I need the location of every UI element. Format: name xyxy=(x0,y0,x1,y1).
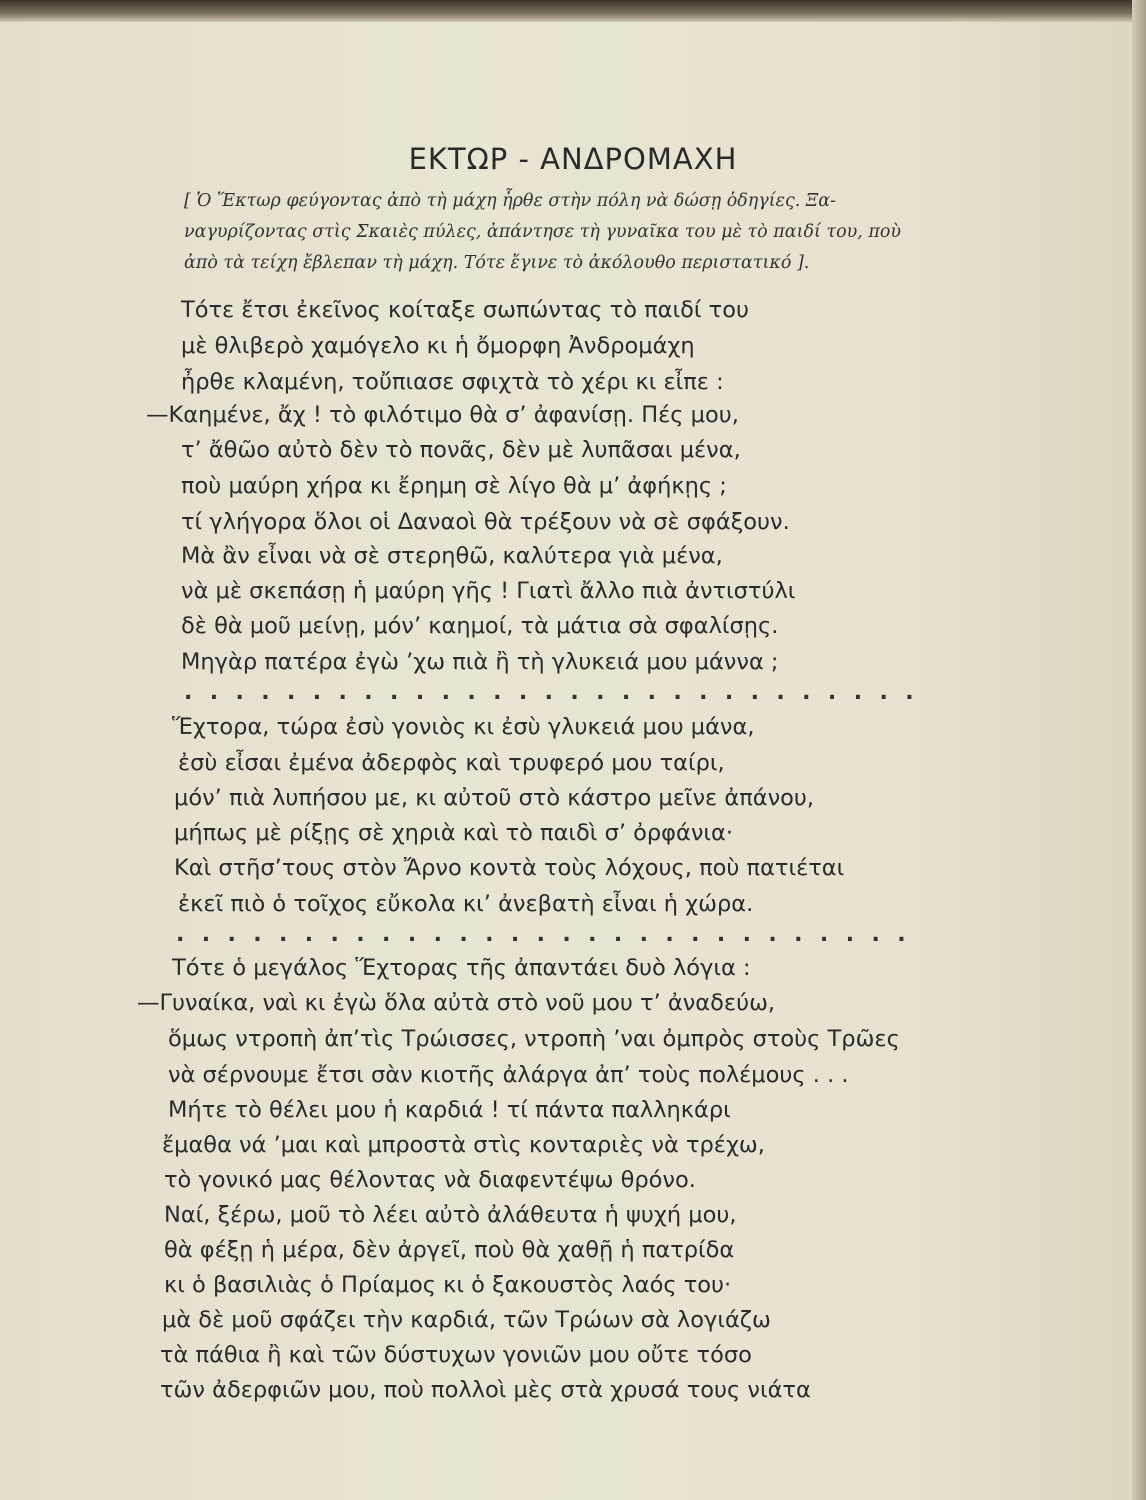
verse-line: Ναί, ξέρω, μοῦ τὸ λέει αὐτὸ ἀλάθευτα ἡ ψυχή μου, xyxy=(164,1202,737,1228)
verse-line: νὰ σέρνουμε ἔτσι σὰν κιοτῆς ἀλάργα ἀπ’ τοὺς πολέμους . . . xyxy=(168,1062,849,1088)
verse-line: τ’ ἄθῶο αὐτὸ δὲν τὸ πονᾶς, δὲν μὲ λυπᾶσαι μένα, xyxy=(181,437,741,463)
verse-line: νὰ μὲ σκεπάσῃ ἡ μαύρη γῆς ! Γιατὶ ἄλλο πιὰ ἀντιστύλι xyxy=(181,578,796,604)
verse-line: τὸ γονικό μας θέλοντας νὰ διαφεντέψω θρόνο. xyxy=(164,1167,696,1193)
verse-line: —Γυναίκα, ναὶ κι ἐγὼ ὅλα αὐτὰ στὸ νοῦ μου τ’ ἀναδεύω, xyxy=(137,990,776,1016)
verse-line: ἐκεῖ πιὸ ὁ τοῖχος εὔκολα κι’ ἀνεβατὴ εἶναι ἡ χώρα. xyxy=(178,891,754,917)
verse-line: —Καημένε, ἄχ ! τὸ φιλότιμο θὰ σ’ ἀφανίσῃ. Πές μου, xyxy=(146,402,739,428)
intro-note xyxy=(184,186,990,279)
verse-line: Μηγὰρ πατέρα ἐγὼ ’χω πιὰ ἢ τὴ γλυκειά μου μάννα ; xyxy=(181,649,779,675)
poem-title: ΕΚΤΩΡ - ΑΝΔΡΟΜΑΧΗ xyxy=(408,142,738,176)
verse-line: τὰ πάθια ἢ καὶ τῶν δύστυχων γονιῶν μου οὔτε τόσο xyxy=(160,1342,752,1368)
verse-line: μὰ δὲ μοῦ σφάζει τὴν καρδιά, τῶν Τρώων σὰ λογιάζω xyxy=(162,1307,771,1333)
verse-line: μόν’ πιὰ λυπήσου με, κι αὐτοῦ στὸ κάστρο μεῖνε ἀπάνου, xyxy=(174,785,815,811)
intro-line: ναγυρίζοντας στὶς Σκαιὲς πύλες, ἀπάντησε τὴ γυναῖκα του μὲ τὸ παιδί του, ποὺ xyxy=(184,222,902,242)
intro-line: [ Ὁ Ἕκτωρ φεύγοντας ἀπὸ τὴ μάχη ἦρθε στὴν πόλη νὰ δώσῃ ὁδηγίες. Ξα- xyxy=(184,191,836,211)
page-top-edge xyxy=(0,0,1146,22)
verse-line: Μὰ ἂν εἶναι νὰ σὲ στερηθῶ, καλύτερα γιὰ μένα, xyxy=(181,543,723,569)
verse-line: Καὶ στῆσ’τους στὸν Ἄρνο κοντὰ τοὺς λόχους, ποὺ πατιέται xyxy=(174,855,845,881)
ellipsis-separator: ............................. xyxy=(176,922,923,947)
verse-line: θὰ φέξῃ ἡ μέρα, δὲν ἀργεῖ, ποὺ θὰ χαθῇ ἡ πατρίδα xyxy=(164,1237,735,1263)
verse-line: Τότε ἔτσι ἐκεῖνος κοίταξε σωπώντας τὸ παιδί του xyxy=(181,297,749,323)
verse-line: ποὺ μαύρη χήρα κι ἔρημη σὲ λίγο θὰ μ’ ἀφήκῃς ; xyxy=(181,473,727,499)
verse-line: μήπως μὲ ρίξῃς σὲ χηριὰ καὶ τὸ παιδὶ σ’ ὀρφάνια· xyxy=(174,820,734,846)
verse-line: Τότε ὁ μεγάλος Ἕχτορας τῆς ἀπαντάει δυὸ λόγια : xyxy=(172,955,751,981)
verse-line: Ἕχτορα, τώρα ἐσὺ γονιὸς κι ἐσὺ γλυκειά μου μάνα, xyxy=(172,714,755,740)
verse-line: ἔμαθα νά ’μαι καὶ μπροστὰ στὶς κονταριὲς νὰ τρέχω, xyxy=(162,1132,765,1158)
verse-line: δὲ θὰ μοῦ μείνῃ, μόν’ καημοί, τὰ μάτια σὰ σφαλίσῃς. xyxy=(181,613,779,639)
verse-line: κι ὁ βασιλιὰς ὁ Πρίαμος κι ὁ ξακουστὸς λαός του· xyxy=(164,1272,732,1298)
ellipsis-separator: ............................. xyxy=(184,680,931,705)
verse-line: ἦρθε κλαμένη, τοὔπιασε σφιχτὰ τὸ χέρι κι εἶπε : xyxy=(181,369,724,395)
verse-line: Μήτε τὸ θέλει μου ἡ καρδιά ! τί πάντα παλληκάρι xyxy=(168,1097,731,1123)
verse-line: μὲ θλιβερὸ χαμόγελο κι ἡ ὄμορφη Ἀνδρομάχη xyxy=(181,333,695,359)
intro-line: ἀπὸ τὰ τείχη ἔβλεπαν τὴ μάχη. Τότε ἔγινε τὸ ἀκόλουθο περιστατικό ]. xyxy=(184,253,810,273)
verse-line: ἐσὺ εἶσαι ἐμένα ἀδερφὸς καὶ τρυφερό μου ταίρι, xyxy=(178,750,725,776)
page-right-edge xyxy=(1132,0,1146,1500)
verse-line: τῶν ἀδερφιῶν μου, ποὺ πολλοὶ μὲς στὰ χρυσά τους νιάτα xyxy=(160,1377,811,1403)
verse-line: τί γλήγορα ὅλοι οἱ Δαναοὶ θὰ τρέξουν νὰ σὲ σφάξουν. xyxy=(181,509,790,535)
verse-line: ὅμως ντροπὴ ἀπ’τὶς Τρώισσες, ντροπὴ ’ναι ὀμπρὸς στοὺς Τρῶες xyxy=(168,1026,900,1052)
